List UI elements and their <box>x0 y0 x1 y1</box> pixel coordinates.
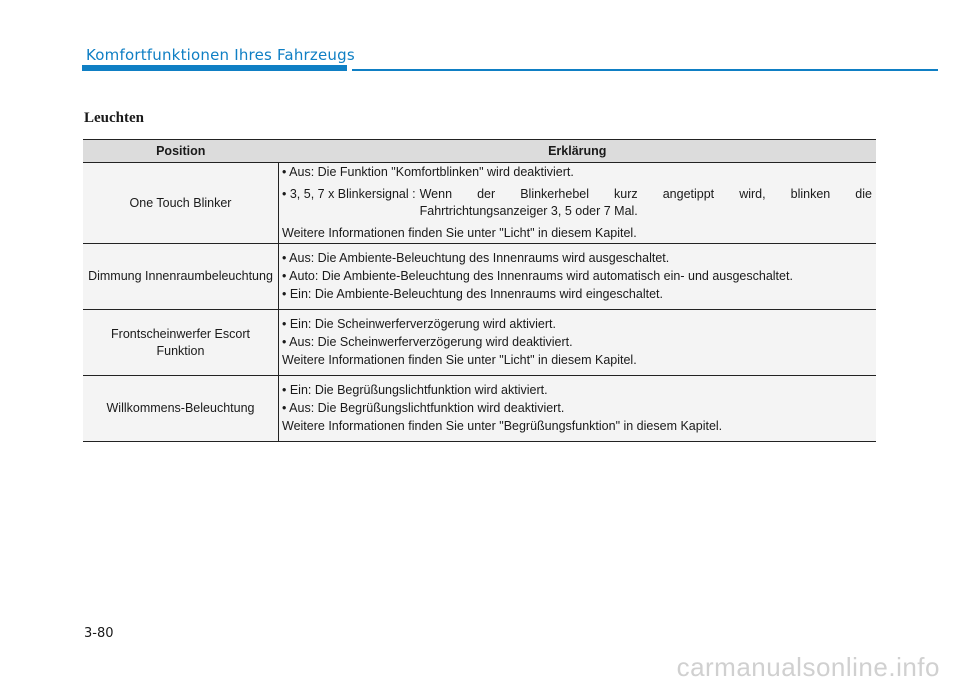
hanging-text-line: Wenn der Blinkerhebel kurz angetippt wird, blinken die <box>419 187 872 201</box>
lights-table <box>83 139 876 442</box>
cell-position: Frontscheinwerfer Escort Funktion <box>83 310 279 376</box>
watermark: carmanualsonline.info <box>676 652 940 682</box>
cell-explanation <box>279 244 877 310</box>
explanation-line: • Aus: Die Funktion "Komfortblinken" wird deaktiviert. <box>282 165 574 179</box>
column-header-explanation: Erklärung <box>279 140 877 163</box>
explanation-line: • Ein: Die Begrüßungslichtfunktion wird aktiviert. <box>282 383 548 397</box>
cell-explanation <box>279 163 877 244</box>
explanation-line: • Ein: Die Scheinwerferverzögerung wird aktiviert. <box>282 317 556 331</box>
chapter-rule-line <box>352 69 938 71</box>
hanging-text-line: Fahrtrichtungsanzeiger 3, 5 oder 7 Mal. <box>419 204 638 218</box>
cell-explanation <box>279 310 877 376</box>
explanation-line: • Aus: Die Scheinwerferverzögerung wird deaktiviert. <box>282 335 573 349</box>
explanation-line: • Aus: Die Begrüßungslichtfunktion wird deaktiviert. <box>282 401 565 415</box>
cell-position: One Touch Blinker <box>83 163 279 244</box>
cell-position: Willkommens-Beleuchtung <box>83 376 279 442</box>
explanation-line: Weitere Informationen finden Sie unter "Licht" in diesem Kapitel. <box>282 226 637 240</box>
table-row <box>83 163 876 244</box>
table-row <box>83 310 876 376</box>
hanging-label: • 3, 5, 7 x Blinkersignal : <box>282 187 416 201</box>
explanation-line: Weitere Informationen finden Sie unter "Begrüßungsfunktion" in diesem Kapitel. <box>282 419 723 433</box>
cell-position: Dimmung Innenraumbeleuchtung <box>83 244 279 310</box>
hanging-text <box>420 186 872 220</box>
chapter-accent-bar <box>82 65 347 71</box>
cell-explanation <box>279 376 877 442</box>
chapter-title: Komfortfunktionen Ihres Fahrzeugs <box>86 46 355 64</box>
explanation-line: • Aus: Die Ambiente-Beleuchtung des Innenraums wird ausgeschaltet. <box>282 251 670 265</box>
page-number: 3-80 <box>84 626 114 641</box>
section-title: Leuchten <box>84 110 144 126</box>
table-row <box>83 244 876 310</box>
column-header-position: Position <box>83 140 279 163</box>
explanation-line: • Auto: Die Ambiente-Beleuchtung des Innenraums wird automatisch ein- und ausgeschaltet. <box>282 269 793 283</box>
table-row <box>83 376 876 442</box>
explanation-hanging-item <box>282 186 872 220</box>
explanation-line: • Ein: Die Ambiente-Beleuchtung des Innenraums wird eingeschaltet. <box>282 287 663 301</box>
explanation-line: Weitere Informationen finden Sie unter "Licht" in diesem Kapitel. <box>282 353 637 367</box>
table-header-row <box>83 140 876 163</box>
